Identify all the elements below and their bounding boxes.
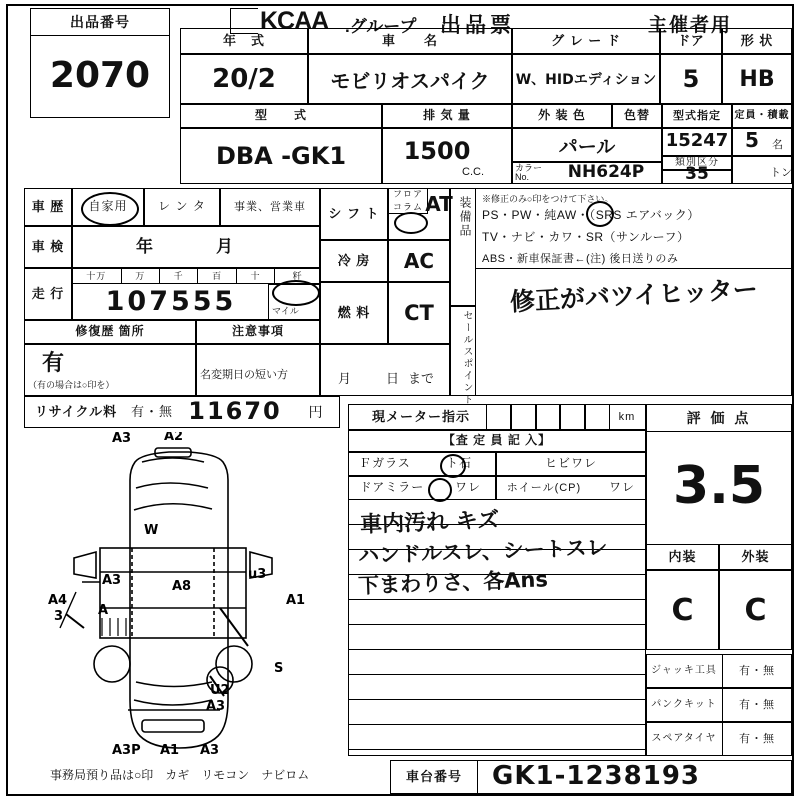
shift-column-circle (394, 212, 428, 234)
svg-text:A3: A3 (102, 573, 122, 588)
svg-text:A4: A4 (48, 593, 68, 608)
name-change-month: 月 (338, 371, 352, 386)
capacity-unit-ton: トン (770, 167, 792, 179)
comment-ruled-line (348, 600, 646, 625)
svg-text:U2: U2 (210, 683, 230, 698)
equipment-line-2: TV・ナビ・カワ・SR（サンルーフ） (482, 230, 690, 244)
recycle-yes-no: 有・無 (130, 403, 173, 419)
sheet-title: 出品票 (440, 14, 515, 37)
shape-value: HB (739, 66, 775, 92)
interior-label: 内装 (668, 548, 697, 564)
equipment-vert-label: 装備品 (458, 196, 472, 238)
exterior-value: C (744, 592, 767, 628)
lot-number-label: 出品番号 (70, 13, 130, 30)
year-value: 20/2 (212, 64, 276, 94)
svg-text:3: 3 (54, 609, 64, 624)
brand-suffix: .グループ (345, 17, 417, 36)
shape-label: 形 状 (740, 32, 774, 48)
meter-digit-cell (511, 404, 536, 430)
recycle-value: 11670 (188, 397, 282, 425)
sales-point-value (483, 268, 789, 404)
accessory-value: 有・無 (739, 732, 775, 745)
mileage-digit-label: 万 (122, 268, 160, 284)
mileage-unit-km: 粁 (292, 270, 303, 281)
color-code-label: カラーNo. (515, 163, 543, 182)
sales-point-label: セールスポイント (461, 310, 472, 406)
recycle-label: リサイクル料 (34, 403, 118, 419)
equipment-note: ※修正のみ○印をつけて下さい。 (482, 194, 614, 204)
history-row-label: 車 歴 (31, 198, 65, 214)
shaken-label: 車 検 (31, 238, 65, 254)
accessory-label: ジャッキ工具 (651, 665, 717, 677)
inspector-comment-3: 下まわりさ、各Ans (357, 567, 549, 598)
chassis-value: GK1-1238193 (492, 761, 701, 791)
svg-text:A1: A1 (160, 743, 180, 758)
equipment-line-3: ABS・新車保証書←(注) 後日送りのみ (482, 253, 679, 265)
owner-circle-mark (81, 192, 139, 226)
color-code-value: NH624P (567, 162, 645, 182)
comment-ruled-line (348, 700, 646, 725)
meter-digit-cell (560, 404, 585, 430)
class-label: 類別区分 (675, 157, 719, 169)
fuel-value: CT (404, 301, 434, 325)
shift-column-label: コラム (393, 202, 423, 213)
disp-label: 排 気 量 (423, 108, 471, 123)
inspector-comment-1: 車内汚れ キズ (359, 507, 500, 538)
wheel-opt-ware: ワレ (608, 480, 635, 495)
capacity-label: 定員・積載 (734, 110, 790, 122)
name-label: 車 名 (381, 32, 438, 48)
meter-digit-cells (486, 404, 610, 430)
business-label: 事業、営業車 (234, 200, 306, 213)
exterior-label: 外装 (741, 548, 770, 564)
inspector-title: 【査 定 員 記 入】 (442, 433, 552, 448)
organizer-label: 主催者用 (648, 15, 733, 36)
svg-text:A: A (98, 603, 109, 618)
meter-digit-cell (585, 404, 610, 430)
equipment-aw-circle (586, 201, 614, 227)
name-change-date-box (320, 344, 450, 396)
disp-value: 1500 (403, 137, 471, 165)
door-value: 5 (682, 65, 700, 93)
ac-label: 冷 房 (337, 252, 371, 268)
color-value: パール (558, 135, 616, 158)
class-value: 35 (685, 164, 709, 184)
grade-value: W、HIDエディション (515, 72, 657, 88)
name-change-day: 日 (386, 371, 400, 386)
chassis-label: 車台番号 (405, 768, 462, 784)
grade-label: グ レ ー ド (551, 32, 621, 48)
shaken-month-label: 月 (216, 237, 234, 257)
name-value: モビリオスパイク (330, 68, 490, 93)
mileage-unit-mile: マイル (272, 306, 299, 316)
capacity-value: 5 (745, 128, 759, 152)
fuel-label: 燃 料 (337, 304, 371, 320)
diagram-footer: 事務局預り品は○印 カギ リモコン ナビロム (50, 768, 310, 782)
meter-unit: km (618, 410, 636, 423)
rating-value: 3.5 (672, 456, 766, 516)
mirror-label: ドアミラー (359, 480, 425, 495)
svg-text:A1: A1 (286, 593, 306, 608)
brand-logo: KCAA (260, 7, 329, 35)
mileage-digit-label: 十 (237, 268, 275, 284)
repair-note: （有の場合は○印を） (28, 380, 115, 390)
accessory-value: 有・無 (739, 698, 775, 711)
glass-label: Ｆガラス (359, 456, 411, 471)
accessory-value: 有・無 (739, 664, 775, 677)
year-label: 年 式 (222, 32, 265, 48)
model-label: 型 式 (254, 108, 307, 123)
mileage-label: 走 行 (31, 285, 65, 301)
capacity-unit-nin: 名 (772, 139, 783, 151)
mirror-opt-ware: ワレ (454, 480, 481, 495)
svg-text:A2: A2 (164, 432, 184, 444)
model-value: DBA -GK1 (215, 142, 347, 170)
repair-value: 有 (42, 350, 65, 376)
mileage-digit-label: 十万 (72, 268, 122, 284)
equipment-line-1: PS・PW・純AW・（SRS エアバック） (482, 208, 700, 222)
glass-tobi-circle (440, 454, 466, 478)
color-label: 外 装 色 (538, 108, 586, 123)
mirror-mark-circle (428, 478, 452, 502)
equipment-divider (476, 268, 792, 269)
comment-ruled-line (348, 725, 646, 750)
disp-unit: C.C. (462, 166, 484, 178)
type-desig-label: 型式指定 (673, 109, 721, 122)
meter-digit-cell (486, 404, 511, 430)
meter-digit-cell (536, 404, 561, 430)
svg-text:A8: A8 (172, 579, 192, 594)
repaint-label: 色替 (623, 108, 650, 123)
rating-label: 評 価 点 (686, 409, 752, 426)
lot-number-value: 2070 (49, 54, 151, 96)
notes-label: 注意事項 (231, 324, 284, 339)
interior-value: C (671, 592, 694, 628)
car-diagram (24, 432, 340, 762)
mileage-digit-label: 千 (160, 268, 198, 284)
ac-value: AC (403, 249, 435, 273)
svg-text:S: S (274, 661, 284, 676)
rental-label: レ ン タ (158, 199, 206, 214)
svg-text:A3P: A3P (112, 743, 141, 758)
accessory-label: スペアタイヤ (651, 733, 717, 745)
owner-label: 自家用 (88, 199, 128, 214)
name-change-until: まで (408, 371, 435, 386)
recycle-yen: 円 (308, 403, 324, 420)
comment-ruled-line (348, 625, 646, 650)
comment-ruled-line (348, 675, 646, 700)
shaken-value-box (72, 226, 320, 268)
svg-text:A3: A3 (206, 699, 226, 714)
shift-label: シ フ ト (328, 205, 380, 221)
shift-floor-label: フロア (392, 189, 423, 200)
mileage-km-circle (272, 280, 320, 306)
door-label: ドア (677, 32, 705, 48)
shift-value: AT (425, 192, 453, 216)
type-desig-value: 15247 (665, 129, 729, 151)
mileage-digit-label: 百 (198, 268, 236, 284)
shaken-year-label: 年 (136, 237, 154, 257)
meter-title: 現メーター指示 (371, 408, 470, 424)
svg-text:A3: A3 (112, 432, 132, 446)
name-change-label: 名変期日の短い方 (200, 369, 288, 381)
inspector-comment-2: ハンドルスレ、シートスレ (357, 535, 608, 568)
repair-label: 修復歴 箇所 (75, 324, 145, 339)
svg-text:u3: u3 (248, 567, 267, 582)
svg-text:A3: A3 (200, 743, 220, 758)
comment-ruled-line (348, 650, 646, 675)
accessory-label: パンクキット (651, 699, 717, 711)
glass-opt-tobiishi: ト石 (445, 456, 472, 471)
sales-point-text: 修正がバツイヒッター (509, 274, 759, 317)
wheel-label: ホイール(CP) (506, 481, 582, 494)
svg-text:W: W (144, 523, 159, 538)
mileage-value: 107555 (105, 285, 237, 317)
glass-opt-hibiware: ヒビワレ (544, 456, 597, 471)
